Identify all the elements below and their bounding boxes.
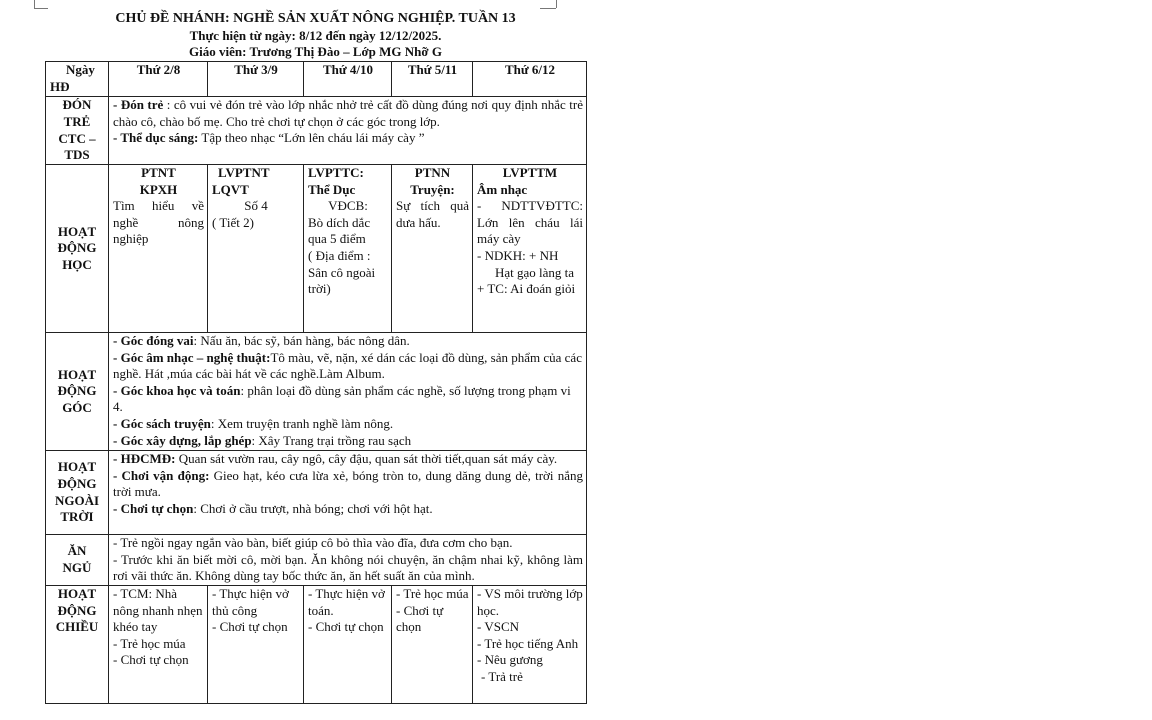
table-header-row [46, 62, 587, 97]
afternoon-tue [208, 586, 304, 704]
page-corner-mark-right-h [540, 8, 556, 9]
afternoon-wed [304, 586, 392, 704]
row-hoat-dong-hoc [46, 165, 587, 333]
an-ngu-content [109, 535, 587, 586]
afternoon-fri [473, 586, 587, 704]
row-hoat-dong-goc [46, 333, 587, 451]
row-don-tre [46, 97, 587, 165]
day-header-mon: Thứ 2/8 [109, 62, 208, 97]
row-hoat-dong-chieu [46, 586, 587, 704]
corner-activity-item [113, 333, 583, 350]
item-bold: - Chơi vận động: [113, 467, 210, 483]
lesson-tue-body-2: ( Tiết 2) [212, 214, 254, 230]
afternoon-item: - TCM: Nhà nông nhanh nhẹn khéo tay [113, 586, 203, 635]
afternoon-thu [392, 586, 473, 704]
row-an-ngu [46, 535, 587, 586]
outdoor-activity-item [113, 501, 583, 518]
afternoon-item: - Trẻ học tiếng Anh [477, 635, 579, 651]
corner-day-label: Ngày [66, 62, 95, 77]
afternoon-item: - Chơi tự chọn [113, 652, 189, 668]
row-label-line: NGOÀI [54, 492, 100, 508]
item-bold: - HĐCMĐ: [113, 451, 176, 466]
row-label-line: CTC – [58, 130, 96, 146]
meal-sleep-line: - Trẻ ngồi ngay ngắn vào bàn, biết giúp cô bỏ thìa vào đĩa, đưa cơm cho bạn. [113, 535, 513, 550]
item-bold: - Góc âm nhạc – nghệ thuật: [113, 349, 271, 365]
corner-activity-label: HĐ [50, 78, 70, 94]
lesson-thu-title-1: PTNN [414, 165, 451, 180]
row-label-an-ngu [46, 535, 109, 586]
meal-sleep-line: - Trước khi ăn biết mời cô, mời bạn. Ăn không nói chuyện, ăn chậm nhai kỹ, không làm rơi vãi thức ăn. Không dùng tay bốc thức ăn, ăn hết suất ăn của mình. [113, 551, 583, 584]
row-label-line: CHIỀU [55, 619, 99, 635]
item-bold: - Góc xây dựng, lắp ghép [113, 432, 252, 448]
item-text: : Chơi ở cầu trượt, nhà bóng; chơi với hột hạt. [193, 500, 433, 516]
lesson-fri-body-3: Hạt gạo làng ta [495, 264, 575, 280]
document-title: CHỦ ĐỀ NHÁNH: NGHỀ SẢN XUẤT NÔNG NGHIỆP. TUẦN 13 [115, 11, 516, 26]
the-duc-paragraph [113, 130, 583, 147]
item-text: : Nấu ăn, bác sỹ, bán hàng, bác nông dân. [193, 333, 410, 348]
hoat-dong-ngoai-troi-content [109, 451, 587, 535]
row-label-line: HOẠT [57, 586, 97, 601]
lesson-tue-body-1: Số 4 [244, 198, 268, 214]
document-teacher: Giáo viên: Trương Thị Đào – Lớp MG Nhỡ G [189, 44, 442, 59]
row-label-line: TDS [64, 147, 90, 163]
item-text: : phân loại đồ dùng sản phẩm các nghề, số lượng trong phạm vi 4. [113, 382, 571, 415]
afternoon-item: - Thực hiện vở toán. [308, 586, 385, 618]
afternoon-item: - Trẻ học múa [396, 586, 469, 601]
outdoor-activity-item [113, 468, 583, 501]
lesson-wed [304, 165, 392, 333]
afternoon-item: - Thực hiện vở thủ công [212, 586, 289, 618]
item-text: Quan sát vườn rau, cây ngô, cây đậu, quan sát thời tiết,quan sát máy cày. [175, 451, 558, 466]
lesson-wed-body-2: Bò dích dắc qua 5 điểm [308, 214, 371, 247]
row-label-line: ĂN [67, 543, 87, 559]
row-label-line: TRẺ [63, 113, 91, 129]
row-label-line: NGỦ [62, 560, 92, 575]
page-corner-mark-left-h [34, 8, 48, 9]
row-label-line: ĐỘNG [57, 475, 97, 491]
lesson-wed-title-2: Thể Dục [308, 181, 356, 197]
row-label-don-tre [46, 97, 109, 165]
row-label-hoat-dong-ngoai-troi [46, 451, 109, 535]
afternoon-item: - Chơi tự chọn [308, 619, 384, 635]
lesson-fri-body-1: - NDTTVĐTTC: Lớn lên cháu lái máy cày [477, 198, 583, 247]
lesson-mon [109, 165, 208, 333]
item-text: : Xem truyện tranh nghề làm nông. [210, 415, 394, 431]
lesson-wed-title-1: LVPTTC: [308, 165, 364, 180]
row-label-line: GÓC [62, 399, 92, 415]
lesson-thu [392, 165, 473, 333]
afternoon-item: - Chơi tự chọn [396, 602, 444, 635]
document-dates: Thực hiện từ ngày: 8/12 đến ngày 12/12/2025. [189, 28, 442, 43]
item-bold: - Góc sách truyện [113, 415, 211, 431]
don-tre-content [109, 97, 587, 165]
row-label-hoat-dong-chieu [46, 586, 109, 704]
lesson-thu-body: Sự tích quả dưa hấu. [396, 198, 469, 230]
corner-activity-item [113, 433, 583, 450]
item-text: : Xây Trang trại trồng rau sạch [251, 432, 412, 448]
item-bold: - Góc khoa học và toán [113, 382, 241, 398]
lesson-fri-body-4: + TC: Ai đoán giỏi [477, 281, 576, 297]
weekly-plan-table [45, 61, 587, 704]
row-label-line: ĐÓN [62, 97, 92, 113]
lesson-fri [473, 165, 587, 333]
row-label-line: HỌC [62, 256, 92, 272]
corner-activity-item [113, 383, 583, 416]
item-text: Gieo hạt, kéo cưa lừa xẻ, bóng tròn to, dung dăng dung dẻ, trời nắng trời mưa. [113, 467, 584, 500]
the-duc-bold: - Thể dục sáng: [113, 130, 199, 146]
afternoon-mon [109, 586, 208, 704]
afternoon-item: - VSCN [477, 619, 520, 635]
afternoon-item: - VS môi trường lớp học. [477, 586, 583, 618]
corner-header-cell [46, 62, 109, 97]
don-tre-text: : cô vui vẻ đón trẻ vào lớp nhắc nhở trẻ cất đồ dùng đúng nơi quy định nhắc trẻ chào cô, chào bố mẹ. Cho trẻ chơi tự chọn ở các góc trong lớp. [113, 97, 583, 129]
page-corner-mark-right [556, 0, 557, 8]
corner-activity-item [113, 416, 583, 433]
row-label-line: ĐỘNG [57, 602, 97, 618]
lesson-wed-body-3: ( Địa điểm : Sân cô ngoài trời) [308, 247, 376, 297]
row-label-line: TRỜI [60, 509, 94, 525]
row-label-line: HOẠT [57, 459, 97, 475]
day-header-thu: Thứ 5/11 [392, 62, 473, 97]
lesson-mon-body: Tìm hiểu về nghề nông nghiệp [113, 198, 204, 247]
row-label-line: HOẠT [57, 223, 97, 239]
afternoon-item: - Trả trẻ [481, 668, 523, 684]
row-label-hoat-dong-hoc [46, 165, 109, 333]
corner-activity-item [113, 350, 583, 383]
lesson-fri-title-2: Âm nhạc [477, 181, 528, 197]
don-tre-bold: - Đón trẻ [113, 97, 164, 112]
page-corner-mark-left [34, 0, 35, 8]
lesson-mon-title-1: PTNT [141, 165, 176, 180]
row-label-line: ĐỘNG [57, 240, 97, 256]
day-header-fri: Thứ 6/12 [473, 62, 587, 97]
lesson-mon-title-2: KPXH [139, 181, 178, 197]
item-bold: - Chơi tự chọn [113, 500, 194, 516]
lesson-wed-body-1: VĐCB: [328, 198, 368, 214]
don-tre-paragraph [113, 97, 583, 130]
row-label-line: ĐỘNG [57, 383, 97, 399]
item-bold: - Góc đóng vai [113, 333, 194, 348]
afternoon-item: - Chơi tự chọn [212, 619, 288, 635]
lesson-fri-body-2: - NDKH: + NH [477, 247, 559, 263]
lesson-tue-title-1: LVPTNT [218, 165, 270, 180]
lesson-tue [208, 165, 304, 333]
day-header-tue: Thứ 3/9 [208, 62, 304, 97]
lesson-thu-title-2: Truyện: [410, 181, 455, 197]
lesson-fri-title-1: LVPTTM [502, 165, 558, 180]
the-duc-text: Tập theo nhạc “Lớn lên cháu lái máy cày ” [198, 130, 425, 146]
row-label-line: HOẠT [57, 366, 97, 382]
row-hoat-dong-ngoai-troi [46, 451, 587, 535]
item-text: Tô màu, vẽ, nặn, xé dán các loại đồ dùng, sản phẩm của các nghề. Hát ,múa các bài hát về các nghề.Làm Album. [113, 349, 582, 382]
lesson-tue-title-2: LQVT [212, 181, 249, 197]
afternoon-item: - Nêu gương [477, 652, 543, 668]
row-label-hoat-dong-goc [46, 333, 109, 451]
afternoon-item: - Trẻ học múa [113, 635, 186, 651]
hoat-dong-goc-content [109, 333, 587, 451]
day-header-wed: Thứ 4/10 [304, 62, 392, 97]
outdoor-activity-item [113, 451, 583, 468]
